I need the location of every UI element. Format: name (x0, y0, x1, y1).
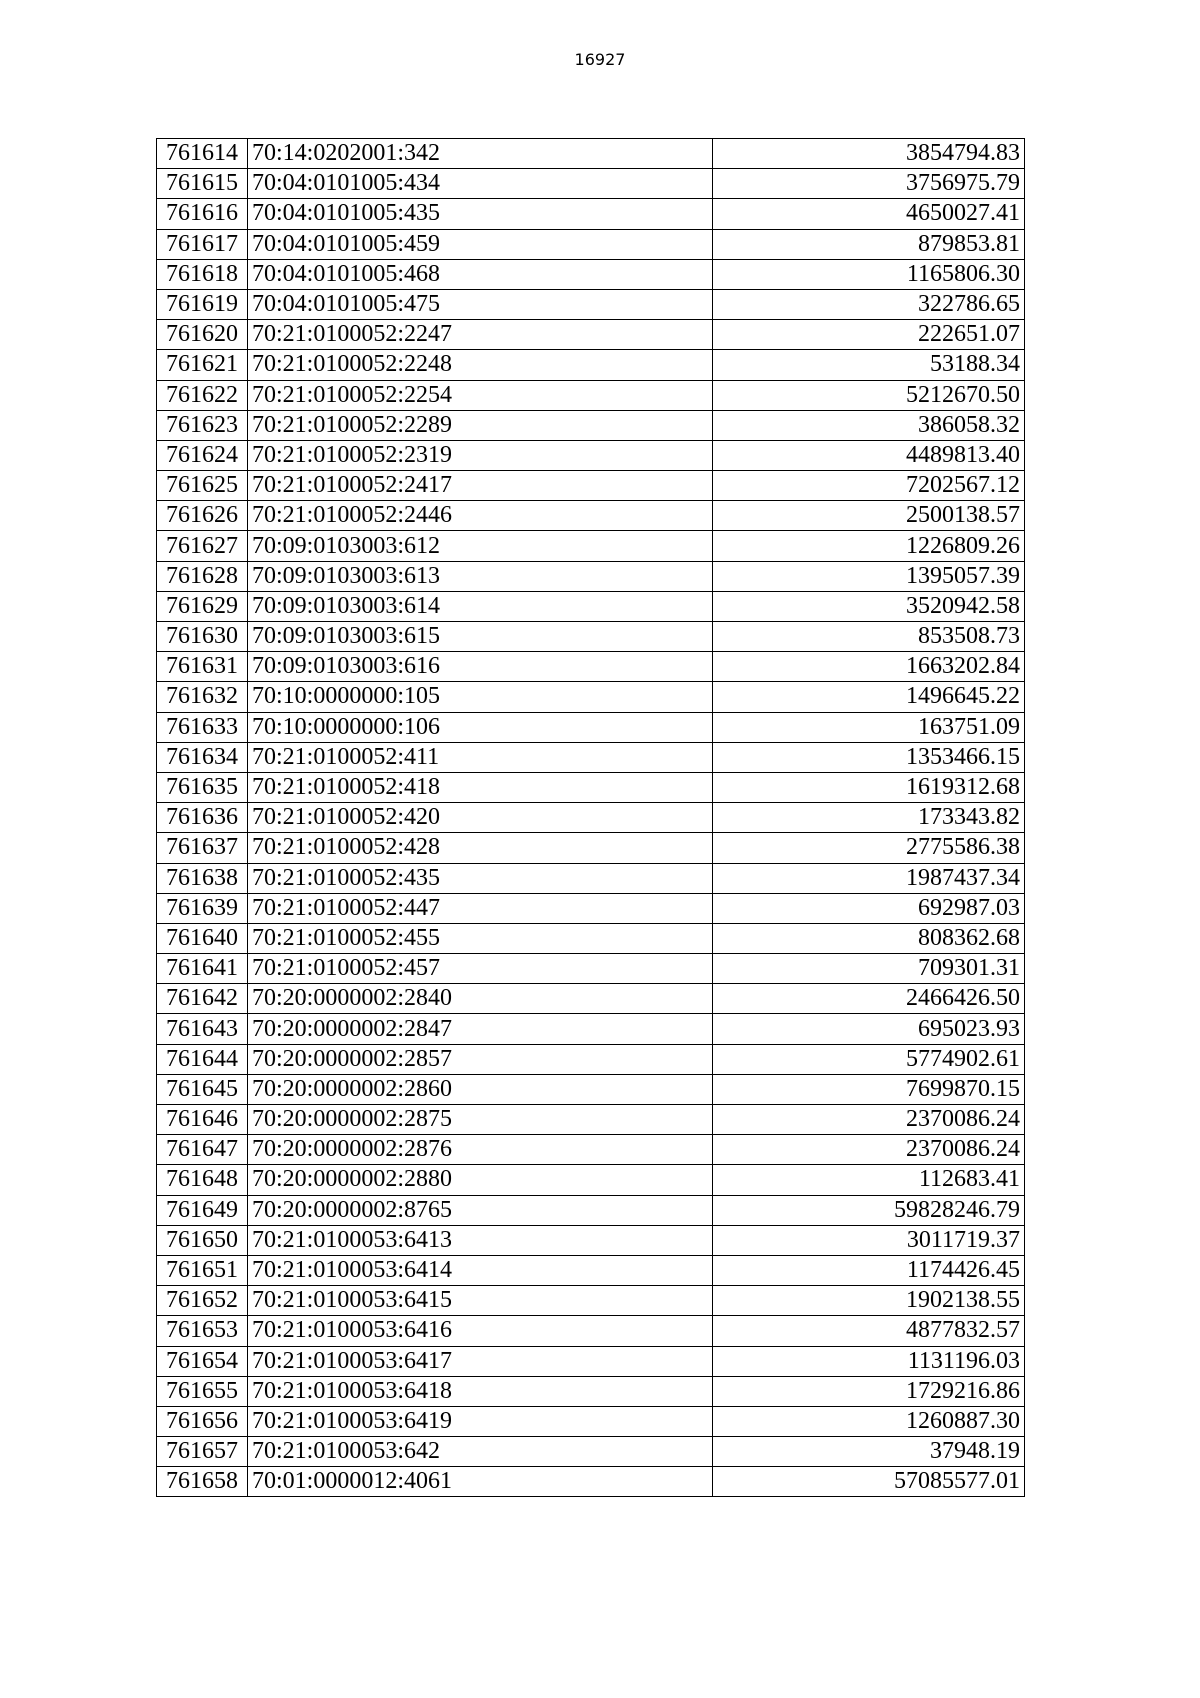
cadastral-value-cell: 1729216.86 (713, 1376, 1025, 1406)
table-row (157, 1195, 1025, 1225)
cadastral-number-cell: 70:21:0100052:2289 (248, 410, 713, 440)
row-number-cell: 761618 (157, 259, 248, 289)
row-number-cell: 761652 (157, 1286, 248, 1316)
cadastral-number-cell: 70:21:0100052:2247 (248, 320, 713, 350)
cadastral-value-cell: 222651.07 (713, 320, 1025, 350)
table-row (157, 531, 1025, 561)
cadastral-value-cell: 1619312.68 (713, 772, 1025, 802)
row-number-cell: 761628 (157, 561, 248, 591)
cadastral-number-cell: 70:21:0100053:6418 (248, 1376, 713, 1406)
cadastral-number-cell: 70:10:0000000:105 (248, 682, 713, 712)
row-number-cell: 761621 (157, 350, 248, 380)
row-number-cell: 761615 (157, 169, 248, 199)
cadastral-value-cell: 695023.93 (713, 1014, 1025, 1044)
cadastral-number-cell: 70:21:0100053:642 (248, 1437, 713, 1467)
cadastral-value-cell: 386058.32 (713, 410, 1025, 440)
cadastral-value-cell: 5212670.50 (713, 380, 1025, 410)
cadastral-value-cell: 709301.31 (713, 954, 1025, 984)
row-number-cell: 761642 (157, 984, 248, 1014)
cadastral-value-cell: 1663202.84 (713, 652, 1025, 682)
cadastral-number-cell: 70:21:0100053:6419 (248, 1406, 713, 1436)
row-number-cell: 761633 (157, 712, 248, 742)
cadastral-number-cell: 70:20:0000002:2876 (248, 1135, 713, 1165)
row-number-cell: 761614 (157, 139, 248, 169)
row-number-cell: 761636 (157, 803, 248, 833)
row-number-cell: 761630 (157, 622, 248, 652)
cadastral-value-cell: 1902138.55 (713, 1286, 1025, 1316)
table-row (157, 199, 1025, 229)
cadastral-number-cell: 70:21:0100052:455 (248, 923, 713, 953)
cadastral-number-cell: 70:01:0000012:4061 (248, 1467, 713, 1497)
table-row (157, 652, 1025, 682)
cadastral-value-cell: 3011719.37 (713, 1225, 1025, 1255)
row-number-cell: 761627 (157, 531, 248, 561)
cadastral-number-cell: 70:20:0000002:2857 (248, 1044, 713, 1074)
cadastral-value-cell: 4489813.40 (713, 440, 1025, 470)
table-row (157, 1074, 1025, 1104)
table-row (157, 1406, 1025, 1436)
cadastral-value-cell: 3854794.83 (713, 139, 1025, 169)
cadastral-value-cell: 2500138.57 (713, 501, 1025, 531)
row-number-cell: 761619 (157, 289, 248, 319)
cadastral-value-cell: 879853.81 (713, 229, 1025, 259)
table-row (157, 501, 1025, 531)
row-number-cell: 761632 (157, 682, 248, 712)
table-row (157, 1376, 1025, 1406)
row-number-cell: 761631 (157, 652, 248, 682)
table-row (157, 289, 1025, 319)
cadastral-value-cell: 53188.34 (713, 350, 1025, 380)
row-number-cell: 761654 (157, 1346, 248, 1376)
row-number-cell: 761649 (157, 1195, 248, 1225)
table-row (157, 410, 1025, 440)
cadastral-number-cell: 70:21:0100052:418 (248, 772, 713, 802)
cadastral-value-cell: 7202567.12 (713, 471, 1025, 501)
row-number-cell: 761651 (157, 1255, 248, 1285)
cadastral-number-cell: 70:04:0101005:475 (248, 289, 713, 319)
cadastral-value-cell: 322786.65 (713, 289, 1025, 319)
cadastral-value-cell: 1131196.03 (713, 1346, 1025, 1376)
table-row (157, 1437, 1025, 1467)
row-number-cell: 761647 (157, 1135, 248, 1165)
row-number-cell: 761641 (157, 954, 248, 984)
cadastral-value-cell: 1353466.15 (713, 742, 1025, 772)
cadastral-value-cell: 2466426.50 (713, 984, 1025, 1014)
table-row (157, 471, 1025, 501)
cadastral-number-cell: 70:21:0100053:6414 (248, 1255, 713, 1285)
row-number-cell: 761640 (157, 923, 248, 953)
cadastral-number-cell: 70:21:0100052:2248 (248, 350, 713, 380)
cadastral-value-cell: 7699870.15 (713, 1074, 1025, 1104)
cadastral-number-cell: 70:09:0103003:616 (248, 652, 713, 682)
table-row (157, 984, 1025, 1014)
row-number-cell: 761653 (157, 1316, 248, 1346)
row-number-cell: 761644 (157, 1044, 248, 1074)
cadastral-value-cell: 2370086.24 (713, 1105, 1025, 1135)
row-number-cell: 761648 (157, 1165, 248, 1195)
row-number-cell: 761617 (157, 229, 248, 259)
row-number-cell: 761626 (157, 501, 248, 531)
row-number-cell: 761624 (157, 440, 248, 470)
row-number-cell: 761656 (157, 1406, 248, 1436)
row-number-cell: 761625 (157, 471, 248, 501)
table-row (157, 954, 1025, 984)
cadastral-number-cell: 70:20:0000002:2880 (248, 1165, 713, 1195)
row-number-cell: 761616 (157, 199, 248, 229)
cadastral-number-cell: 70:21:0100052:457 (248, 954, 713, 984)
table-row (157, 591, 1025, 621)
cadastral-number-cell: 70:21:0100052:420 (248, 803, 713, 833)
cadastral-value-cell: 2370086.24 (713, 1135, 1025, 1165)
table-row (157, 742, 1025, 772)
table-row (157, 380, 1025, 410)
cadastral-number-cell: 70:21:0100053:6413 (248, 1225, 713, 1255)
cadastral-number-cell: 70:20:0000002:8765 (248, 1195, 713, 1225)
table-row (157, 320, 1025, 350)
row-number-cell: 761635 (157, 772, 248, 802)
table-row (157, 923, 1025, 953)
cadastral-value-cell: 3756975.79 (713, 169, 1025, 199)
table-row (157, 350, 1025, 380)
cadastral-value-cell: 1395057.39 (713, 561, 1025, 591)
cadastral-value-cell: 2775586.38 (713, 833, 1025, 863)
table-row (157, 1286, 1025, 1316)
cadastral-number-cell: 70:09:0103003:615 (248, 622, 713, 652)
table-row (157, 440, 1025, 470)
row-number-cell: 761620 (157, 320, 248, 350)
cadastral-number-cell: 70:21:0100053:6416 (248, 1316, 713, 1346)
cadastral-number-cell: 70:20:0000002:2847 (248, 1014, 713, 1044)
table-row (157, 561, 1025, 591)
cadastral-value-cell: 1987437.34 (713, 863, 1025, 893)
cadastral-number-cell: 70:21:0100052:2417 (248, 471, 713, 501)
cadastral-value-cell: 57085577.01 (713, 1467, 1025, 1497)
cadastral-value-cell: 1226809.26 (713, 531, 1025, 561)
row-number-cell: 761658 (157, 1467, 248, 1497)
table-row (157, 772, 1025, 802)
table-row (157, 1135, 1025, 1165)
cadastral-number-cell: 70:21:0100052:435 (248, 863, 713, 893)
cadastral-number-cell: 70:21:0100053:6415 (248, 1286, 713, 1316)
cadastral-number-cell: 70:21:0100052:2254 (248, 380, 713, 410)
table-row (157, 229, 1025, 259)
row-number-cell: 761623 (157, 410, 248, 440)
table-row (157, 1467, 1025, 1497)
cadastral-value-cell: 1165806.30 (713, 259, 1025, 289)
row-number-cell: 761646 (157, 1105, 248, 1135)
cadastral-number-cell: 70:04:0101005:468 (248, 259, 713, 289)
table-row (157, 1225, 1025, 1255)
cadastral-value-cell: 692987.03 (713, 893, 1025, 923)
row-number-cell: 761650 (157, 1225, 248, 1255)
cadastral-number-cell: 70:10:0000000:106 (248, 712, 713, 742)
table-row (157, 1316, 1025, 1346)
cadastral-value-cell: 37948.19 (713, 1437, 1025, 1467)
cadastral-number-cell: 70:21:0100053:6417 (248, 1346, 713, 1376)
table-row (157, 1044, 1025, 1074)
table-row (157, 682, 1025, 712)
row-number-cell: 761655 (157, 1376, 248, 1406)
cadastral-value-cell: 3520942.58 (713, 591, 1025, 621)
table-body (157, 139, 1025, 1497)
cadastral-number-cell: 70:04:0101005:434 (248, 169, 713, 199)
table-row (157, 1165, 1025, 1195)
table-row (157, 863, 1025, 893)
table-row (157, 803, 1025, 833)
cadastral-number-cell: 70:21:0100052:447 (248, 893, 713, 923)
cadastral-value-cell: 1260887.30 (713, 1406, 1025, 1436)
cadastral-value-cell: 163751.09 (713, 712, 1025, 742)
cadastral-number-cell: 70:09:0103003:614 (248, 591, 713, 621)
cadastral-value-cell: 5774902.61 (713, 1044, 1025, 1074)
cadastral-number-cell: 70:20:0000002:2860 (248, 1074, 713, 1104)
cadastral-value-cell: 1174426.45 (713, 1255, 1025, 1285)
cadastral-value-cell: 853508.73 (713, 622, 1025, 652)
table-row (157, 1346, 1025, 1376)
table-row (157, 259, 1025, 289)
cadastral-value-cell: 173343.82 (713, 803, 1025, 833)
cadastral-value-cell: 1496645.22 (713, 682, 1025, 712)
cadastral-value-table (156, 138, 1025, 1497)
cadastral-value-cell: 808362.68 (713, 923, 1025, 953)
row-number-cell: 761637 (157, 833, 248, 863)
table-row (157, 622, 1025, 652)
cadastral-number-cell: 70:09:0103003:613 (248, 561, 713, 591)
cadastral-number-cell: 70:14:0202001:342 (248, 139, 713, 169)
cadastral-number-cell: 70:21:0100052:428 (248, 833, 713, 863)
cadastral-value-cell: 4650027.41 (713, 199, 1025, 229)
table-row (157, 1105, 1025, 1135)
cadastral-value-cell: 112683.41 (713, 1165, 1025, 1195)
table-row (157, 169, 1025, 199)
table-row (157, 712, 1025, 742)
row-number-cell: 761645 (157, 1074, 248, 1104)
row-number-cell: 761639 (157, 893, 248, 923)
row-number-cell: 761657 (157, 1437, 248, 1467)
table-row (157, 1255, 1025, 1285)
table-row (157, 139, 1025, 169)
cadastral-value-cell: 4877832.57 (713, 1316, 1025, 1346)
row-number-cell: 761622 (157, 380, 248, 410)
cadastral-number-cell: 70:09:0103003:612 (248, 531, 713, 561)
cadastral-number-cell: 70:04:0101005:459 (248, 229, 713, 259)
row-number-cell: 761634 (157, 742, 248, 772)
table-row (157, 893, 1025, 923)
cadastral-number-cell: 70:04:0101005:435 (248, 199, 713, 229)
table-row (157, 1014, 1025, 1044)
page-number: 16927 (574, 50, 626, 69)
row-number-cell: 761643 (157, 1014, 248, 1044)
cadastral-number-cell: 70:20:0000002:2840 (248, 984, 713, 1014)
cadastral-value-cell: 59828246.79 (713, 1195, 1025, 1225)
cadastral-number-cell: 70:21:0100052:2446 (248, 501, 713, 531)
row-number-cell: 761629 (157, 591, 248, 621)
cadastral-number-cell: 70:21:0100052:2319 (248, 440, 713, 470)
row-number-cell: 761638 (157, 863, 248, 893)
table-row (157, 833, 1025, 863)
cadastral-number-cell: 70:20:0000002:2875 (248, 1105, 713, 1135)
cadastral-number-cell: 70:21:0100052:411 (248, 742, 713, 772)
